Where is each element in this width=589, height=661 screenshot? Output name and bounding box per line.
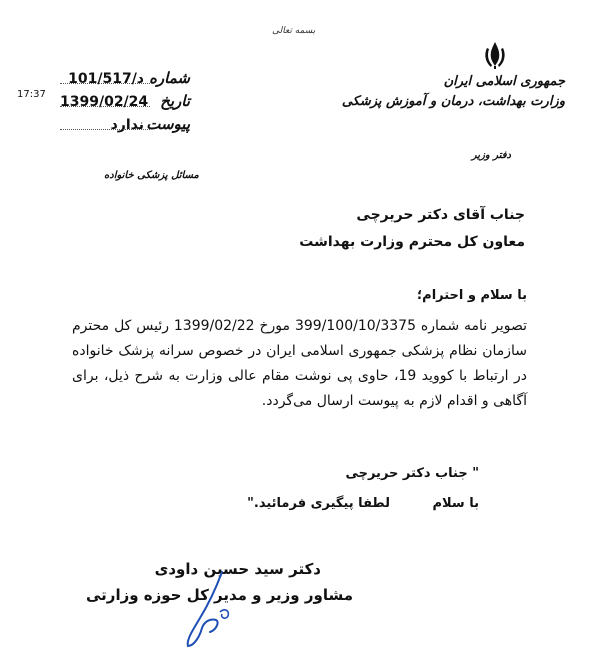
letterhead-country: جمهوری اسلامی ایران — [443, 74, 565, 89]
iran-emblem-icon — [482, 40, 508, 70]
letterhead-office: دفتر وزیر — [471, 150, 511, 161]
addressee-name: جناب آقای دکتر حریرچی — [356, 207, 525, 223]
meta-date-label: تاریخ — [160, 92, 190, 110]
meta-date-row — [60, 87, 190, 110]
letterhead — [342, 72, 565, 112]
addressee-title: معاون کل محترم وزارت بهداشت — [299, 234, 525, 250]
letter-meta — [60, 64, 190, 133]
note-salutation: با سلام — [432, 496, 479, 511]
meta-attachment-value: ندارد — [110, 117, 144, 133]
signatory-name: دکتر سید حسین داودی — [154, 560, 321, 578]
meta-number-label: شماره — [149, 69, 190, 87]
note-line — [247, 496, 479, 511]
letterhead-ministry: وزارت بهداشت، درمان و آموزش پزشکی — [341, 94, 565, 109]
signatory-title: مشاور وزیر و مدیر کل حوزه وزارتی — [86, 586, 353, 604]
meta-attachment-label: پیوست — [146, 115, 190, 133]
handwritten-signature-icon — [150, 560, 280, 650]
meta-number-value: د/101/517 — [68, 71, 144, 87]
letter-body: تصویر نامه شماره 399/100/10/3375 مورخ 1399/02/22 رئیس کل محترم سازمان نظام پزشکی جمهوری اسلامی ایران در خصوص سرانه پزشک خانواده در ارتباط با کووید 19، حاوی پی نوشت مقام عالی وزارت به شرح ذیل، برای آگاهی و اقدام لازم به پیوست ارسال می‌گردد. — [72, 318, 527, 409]
note-instruction: لطفا پیگیری فرمائید." — [247, 496, 390, 511]
note-addressee: " جناب دکتر حریرچی — [345, 466, 479, 481]
greeting: با سلام و احترام؛ — [416, 288, 527, 303]
meta-number-row — [60, 64, 190, 87]
meta-divider — [60, 83, 150, 84]
basmala: بسمه تعالی — [272, 26, 316, 36]
meta-divider — [60, 129, 150, 130]
meta-divider — [60, 106, 150, 107]
meta-date-value: 1399/02/24 — [60, 94, 149, 110]
letter-subject: مسائل پزشکی خانواده — [104, 170, 199, 181]
time-stamp: 17:37 — [17, 89, 46, 100]
meta-attachment-row — [60, 110, 190, 133]
